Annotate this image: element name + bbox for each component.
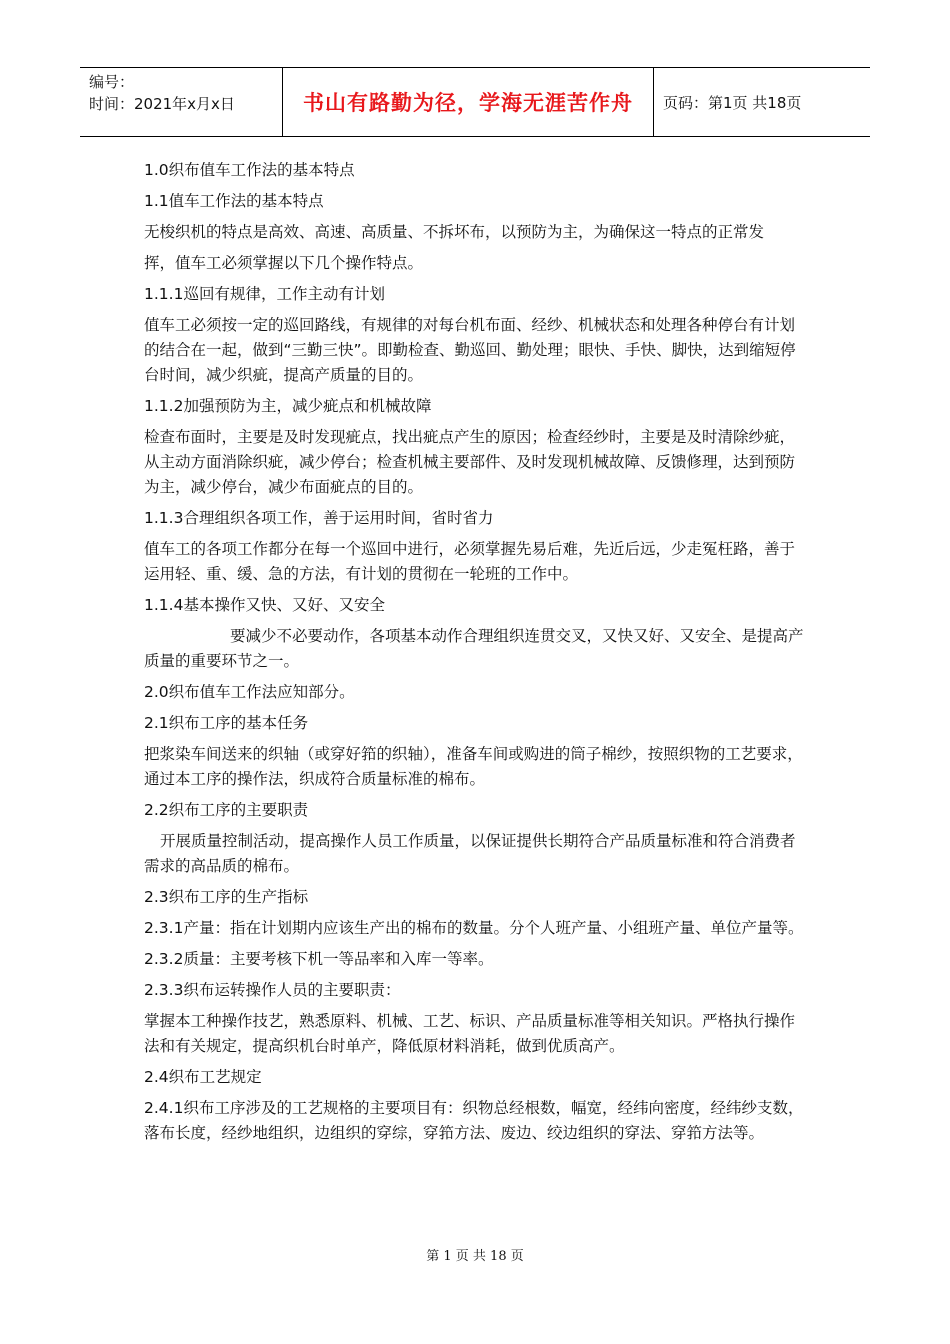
section-heading: 2.3织布工序的生产指标 bbox=[144, 888, 309, 906]
body-paragraph: 掌握本工种操作技艺，熟悉原料、机械、工艺、标识、产品质量标准等相关知识。严格执行操作法和有关规定，提高织机台时单产，降低原材料消耗，做到优质高产。 bbox=[144, 1012, 796, 1055]
section-heading: 1.1值车工作法的基本特点 bbox=[144, 192, 324, 210]
section-heading: 1.1.3合理组织各项工作，善于运用时间，省时省力 bbox=[144, 509, 494, 527]
body-paragraph: 要减少不必要动作，各项基本动作合理组织连贯交叉，又快又好、又安全、是提高产质量的重要环节之一。 bbox=[144, 627, 804, 670]
section-heading: 2.4织布工艺规定 bbox=[144, 1068, 262, 1086]
section-heading: 1.0织布值车工作法的基本特点 bbox=[144, 161, 355, 179]
section-heading: 2.0织布值车工作法应知部分。 bbox=[144, 683, 355, 701]
body-paragraph: 把浆染车间送来的织轴（或穿好筘的织轴），准备车间或购进的筒子棉纱，按照织物的工艺要求，通过本工序的操作法，织成符合质量标准的棉布。 bbox=[144, 745, 803, 788]
header-motto: 书山有路勤为径，学海无涯苦作舟 bbox=[282, 68, 654, 136]
document-number: 编号： bbox=[89, 73, 135, 91]
body-paragraph: 值车工的各项工作都分在每一个巡回中进行，必须掌握先易后难，先近后远，少走冤枉路，善于运用轻、重、缓、急的方法，有计划的贯彻在一轮班的工作中。 bbox=[144, 540, 796, 583]
body-paragraph: 2.3.2质量：主要考核下机一等品率和入库一等率。 bbox=[144, 950, 494, 968]
header-meta bbox=[80, 68, 282, 136]
body-paragraph: 值车工必须按一定的巡回路线，有规律的对每台机布面、经纱、机械状态和处理各种停台有计划的结合在一起，做到“三勤三快”。即勤检查、勤巡回、勤处理；眼快、手快、脚快，达到缩短停台时间，减少织疵，提高产质量的目的。 bbox=[144, 316, 796, 384]
page-footer: 第 1 页 共 18 页 bbox=[426, 1249, 524, 1264]
section-heading: 2.1织布工序的基本任务 bbox=[144, 714, 309, 732]
section-heading: 2.3.3织布运转操作人员的主要职责： bbox=[144, 981, 401, 999]
header-page-number: 页码：第1页 共18页 bbox=[663, 93, 802, 112]
body-paragraph: 2.4.1织布工序涉及的工艺规格的主要项目有：织物总经根数，幅宽，经纬向密度，经纬纱支数，落布长度，经纱地组织，边组织的穿综，穿筘方法、废边、绞边组织的穿法、穿筘方法等。 bbox=[144, 1099, 804, 1142]
document-date: 时间：2021年x月x日 bbox=[89, 95, 235, 113]
body-paragraph: 2.3.1产量：指在计划期内应该生产出的棉布的数量。分个人班产量、小组班产量、单位产量等。 bbox=[144, 919, 804, 937]
section-heading: 1.1.2加强预防为主，减少疵点和机械故障 bbox=[144, 397, 432, 415]
body-paragraph: 无梭织机的特点是高效、高速、高质量、不拆坏布，以预防为主，为确保这一特点的正常发 bbox=[144, 223, 765, 241]
section-heading: 1.1.1巡回有规律，工作主动有计划 bbox=[144, 285, 385, 303]
section-heading: 2.2织布工序的主要职责 bbox=[144, 801, 309, 819]
body-paragraph: 开展质量控制活动，提高操作人员工作质量，以保证提供长期符合产品质量标准和符合消费者需求的高品质的棉布。 bbox=[144, 832, 796, 875]
body-paragraph: 检查布面时，主要是及时发现疵点，找出疵点产生的原因；检查经纱时，主要是及时清除纱疵，从主动方面消除织疵，减少停台；检查机械主要部件、及时发现机械故障、反馈修理，达到预防为主，减少停台，减少布面疵点的目的。 bbox=[144, 428, 796, 496]
page-header bbox=[80, 67, 870, 137]
body-paragraph: 挥，值车工必须掌握以下几个操作特点。 bbox=[144, 254, 424, 272]
document-body bbox=[144, 158, 804, 1152]
section-heading: 1.1.4基本操作又快、又好、又安全 bbox=[144, 596, 385, 614]
